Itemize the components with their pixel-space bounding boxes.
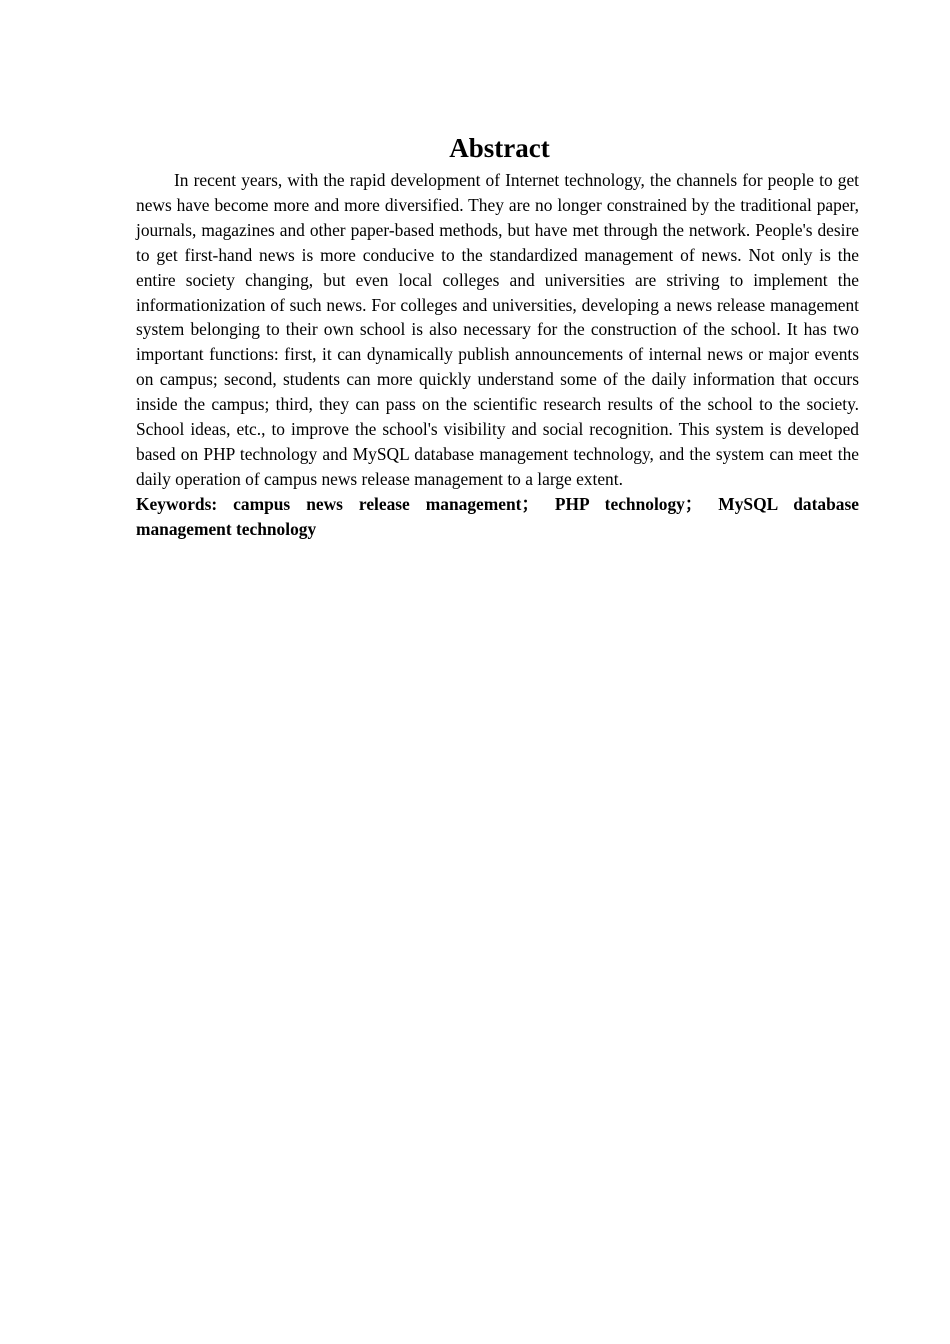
keyword-separator: ； xyxy=(521,493,539,514)
page-title: Abstract xyxy=(449,133,550,163)
keyword-item: campus news release management xyxy=(233,493,522,514)
keyword-item: MySQL database management technology xyxy=(136,493,859,539)
keywords-label: Keywords: xyxy=(136,493,218,514)
abstract-paragraph: In recent years, with the rapid development of Internet technology, the channels for people to get news have become more and more diversified. They are no longer constrained by the traditional paper, journals, magazines and other paper-based methods, but have met through the network. People's desire to get first-hand news is more conducive to the standardized management of news. Not only is the entire society changing, but even local colleges and universities are striving to implement the informationization of such news. For colleges and universities, developing a news release management system belonging to their own school is also necessary for the construction of the school. It has two important functions: first, it can dynamically publish announcements of internal news or major events on campus; second, students can more quickly understand some of the daily information that occurs inside the campus; third, they can pass on the scientific research results of the school to the society. School ideas, etc., to improve the school's visibility and social recognition. This system is developed based on PHP technology and MySQL database management technology, and the system can meet the daily operation of campus news release management to a large extent. xyxy=(136,170,859,489)
keyword-item: PHP technology xyxy=(554,493,685,514)
abstract-section xyxy=(136,128,859,542)
keyword-separator: ； xyxy=(684,493,703,514)
keywords-line xyxy=(136,492,859,542)
